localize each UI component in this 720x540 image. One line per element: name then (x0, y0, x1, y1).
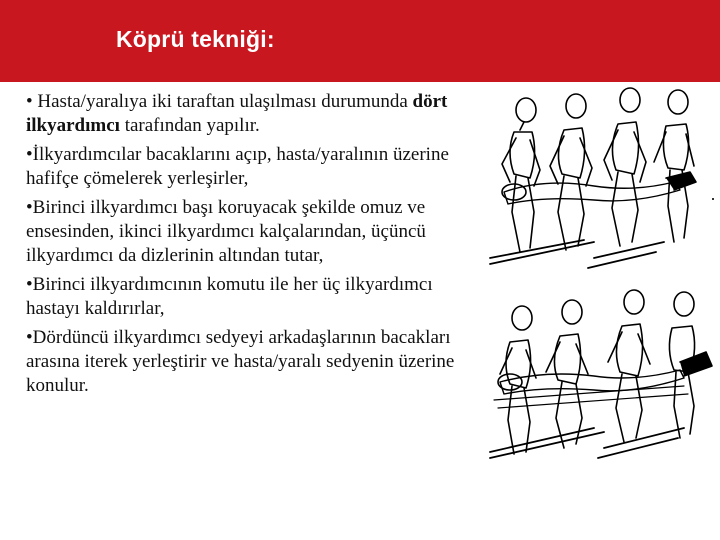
bottom-figure-3 (608, 290, 650, 442)
top-figure-1 (502, 98, 540, 252)
bullet-list (26, 90, 472, 403)
bullet-1-text: Hasta/yaralıya iki taraftan ulaşılması durumunda (37, 91, 413, 112)
bullet-1-bold: dört ilkyardımcı (26, 91, 448, 136)
title-bar (0, 0, 720, 82)
top-figure-2 (550, 94, 592, 250)
bullet-item-4: •Birinci ilkyardımcının komutu ile her üç ilkyardımcı hastayı kaldırırlar, (26, 274, 433, 319)
bullet-item-1 (26, 90, 472, 138)
bullet-1-start: • (26, 91, 38, 112)
bullet-item-5: •Dördüncü ilkyardımcı sedyeyi arkadaşlarının bacakları arasına iterek yerleştirir ve hasta/yaralı sedyenin üzerine konulur. (26, 327, 455, 396)
bullet-1-end: tarafından yapılır. (119, 115, 260, 136)
bullet-item-2: •İlkyardımcılar bacaklarını açıp, hasta/yaralının üzerine hafifçe çömelerek yerleşirler, (26, 144, 449, 189)
bridge-technique-illustration-icon (484, 82, 720, 492)
top-figure-4 (654, 90, 694, 242)
page-title: Köprü tekniği: (116, 26, 275, 52)
top-figure-3 (604, 88, 646, 246)
bullet-item-3: •Birinci ilkyardımcı başı koruyacak şekilde omuz ve ensesinden, ikinci ilkyardımcı kalçalarından, üçüncü ilkyardımcı da dizlerinin altından tutar, (26, 197, 426, 266)
